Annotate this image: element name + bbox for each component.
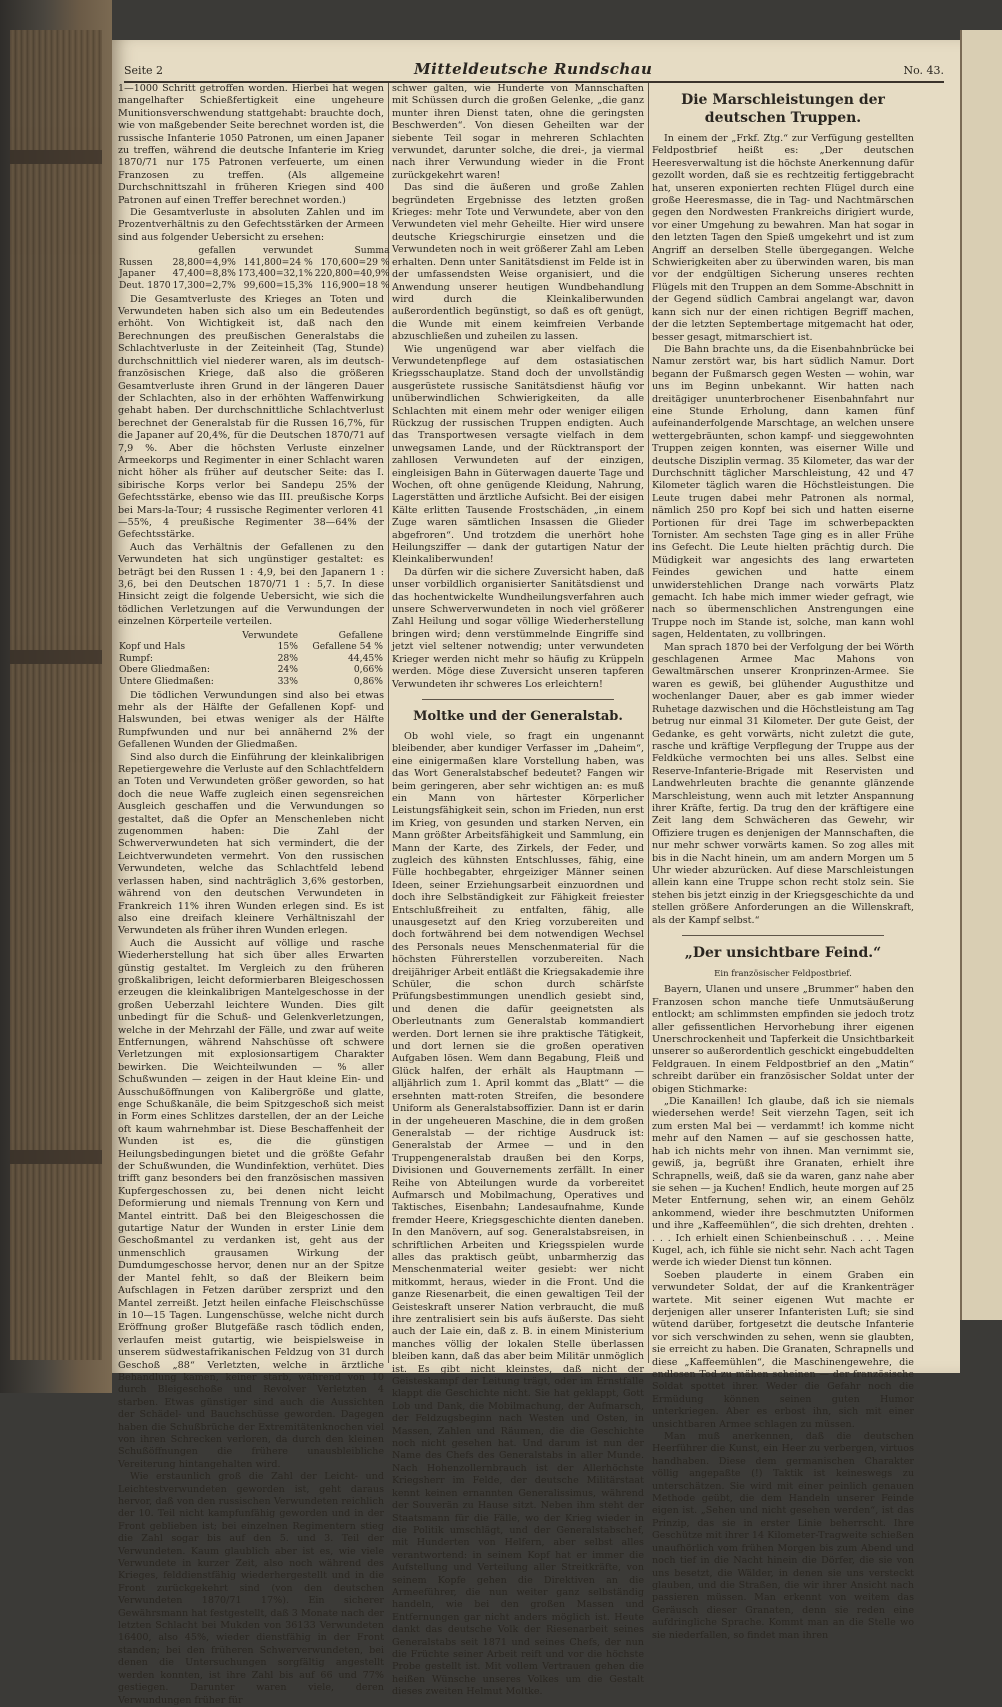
paragraph: Die tödlichen Verwundungen sind also bei etwas mehr als der Hälfte der Gefallenen Kopf- und Halswunden, bei etwas weniger als der Hälfte Rumpfwunden und nur bei annähernd 2% der Gefallenen Wunden der Gliedmaßen.	[118, 689, 384, 751]
page-number: Seite 2	[124, 64, 163, 77]
table-row	[118, 664, 384, 676]
paragraph: Sind also durch die Einführung der kleinkalibrigen Repetiergewehre die Verluste auf den Schlachtfeldern an Toten und Verwundeten größer geworden, so hat doch die neue Waffe zugleich einen segensreichen Ausgleich geschaffen und die Verwundungen so gestaltet, daß die Opfer an Menschenleben nicht zugenommen haben: Die Zahl der Schwerverwundeten hat sich vermindert, die der Leichtverwundeten vermehrt. Von den russischen Verwundeten, welche das Schlachtfeld lebend verlassen haben, sind nachträglich 3,6% gestorben, während von den deutschen Verwundeten in Frankreich 11% ihren Wunden erlegen sind. Es ist also eine dreifach kleinere Verhältniszahl der Verwundeten als früher ihren Wunden erlegen.	[118, 751, 384, 937]
paragraph: Die Bahn brachte uns, da die Eisenbahnbrücke bei Namur zerstört war, bis hart südlich Namur. Dort begann der Fußmarsch gegen Westen — wohin, war uns im Beginn unbekannt. Wir hatten nach dreitägiger ununterbrochener Eisenbahnfahrt nur eine Stunde Erholung, dann kamen fünf aufeinanderfolgende Marschtage, an welchen unsere wettergebräunten, schon kampf- und sieggewohnten Truppen zeigen konnten, was eiserner Wille und deutsche Disziplin vermag. 35 Kilometer, das war der Durchschnitt täglicher Marschleistung, 42 und 47 Kilometer täglich waren die Höchstleistungen. Die Leute trugen dabei mehr Patronen als normal, nämlich 250 pro Kopf bei sich und hatten eiserne Portionen für drei Tage im schwerbepackten Tornister. Am sechsten Tage ging es in aller Frühe ins Gefecht. Die Leute hielten prächtig durch. Die Müdigkeit war angesichts des lang erwarteten Feindes gewichen und hatte einem unwiderstehlichen Drange nach vorwärts Platz gemacht. Ich habe mich immer wieder gefragt, wie nach so übermenschlichen Anstrengungen eine Truppe noch im Stande ist, solche, man kann wohl sagen, Heldentaten, zu vollbringen.	[652, 343, 914, 641]
column-2	[392, 83, 644, 1698]
paragraph: Das sind die äußeren und große Zahlen begründeten Ergebnisse des letzten großen Krieges: mehr Tote und Verwundete, aber von den Verwundeten viel mehr Geheilte. Hier wird unsere deutsche Kriegschirurgie einsetzen und die Verwundeten noch in weit größerer Zahl am Leben erhalten. Denn unter Sanitätsdienst im Felde ist in der umfassendsten Weise organisiert, und die Anwendung unserer heutigen Wundbehandlung wird durch die Kleinkaliberwunden außerordentlich begünstigt, so daß es oft genügt, die Wunde mit einem keimfreien Verbande abzuschließen und zuheilen zu lassen.	[392, 182, 644, 343]
spine-band	[10, 150, 102, 164]
paragraph: Auch die Aussicht auf völlige und rasche Wiederherstellung hat sich über alles Erwarten günstig gestaltet. Im Vergleich zu den früheren großkalibrigen, leicht deformierbaren Bleigeschossen erzeugen die kleinkalibrigen Mantelgeschosse in der großen Ueberzahl leichtere Wunden. Dies gilt unbedingt für die Schuß- und Gelenkverletzungen, welche in der Mehrzahl der Fälle, und zwar auf weite Entfernungen, während Nahschüsse oft schwere Verletzungen mit explosionsartigem Charakter bewirken. Die Weichteilwunden — % aller Schußwunden — zeigen in der Haut kleine Ein- und Ausschußöffnungen von Kalibergröße und glatte, enge Schußkanäle, die beim Spitzgeschoß sich meist in Form eines Schlitzes darstellen, der an der Leiche oft kaum wahrnehmbar ist. Diese Beschaffenheit der Wunden ist es, die die günstigen Heilungsbedingungen bietet und die größte Gefahr der Schußwunden, die Wundinfektion, verhütet. Dies trifft ganz besonders bei den französischen massiven Kupfergeschossen zu, bei denen nicht leicht Deformierung und niemals Trennung von Kern und Mantel eintritt. Daß bei den Bleigeschossen die gutartige Natur der Wunden in erster Linie dem Geschoßmantel zu verdanken ist, geht aus der unmenschlich grausamen Wirkung der Dumdumgeschosse hervor, denen nur an der Spitze der Mantel fehlt, so daß der Bleikern beim Aufschlagen in Fetzen darüber zersprizt und den Mantel zerreißt. Jetzt heilen einfache Fleischschüsse in 10—15 Tagen. Lungenschüsse, welche nicht durch Eröffnung großer Blutgefäße rasch tödlich enden, verlaufen meist gutartig, wie beispielsweise in unserem südwestafrikanischen Feldzug von 31 durch Geschoß „88“ Verletzten, welche in ärztliche Behandlung kamen, keiner starb, während von 10 durch Bleigeschoße und Revolver Verletzten 4 starben. Etwas günstiger sind auch die Aussichten der Schädel- und Bauchschüsse geworden. Dagegen haben die Schußbrüche der Extremitätenknochen viel von ihren Schrecken verloren, da durch den kleinen Schußöffnungen die frühere unausbleibliche Vereiterung hintangehalten wird.	[118, 937, 384, 1470]
page-header	[124, 55, 944, 83]
table-cell: 17,300=2,7%	[172, 280, 236, 292]
article-heading-marschleistungen: Die Marschleistungen der deutschen Truppen.	[681, 92, 885, 126]
table-cell: 0,66%	[353, 664, 383, 676]
table-row	[118, 641, 384, 653]
table-cell: 170,600=29 %	[320, 256, 390, 268]
table-cell: 28,800=4,9%	[172, 256, 236, 268]
table-row	[118, 257, 391, 269]
table-cell: 33%	[277, 676, 298, 687]
table-row	[118, 268, 391, 280]
wound-table	[118, 630, 384, 688]
table-cell: 44,45%	[347, 652, 383, 664]
table-cell: 116,900=18 %	[320, 280, 390, 292]
table-header: Verwundete	[242, 629, 298, 641]
table-cell: Rumpf:	[119, 652, 153, 664]
paragraph: Auch das Verhältnis der Gefallenen zu den Verwundeten hat sich ungünstiger gestaltet: es beträgt bei den Russen 1 : 4,9, bei den Japanern 1 : 3,6, bei den Deutschen 1870/71 1 : 5,7. In diese Hinsicht zeigt die folgende Uebersicht, wie sich die tödlichen Verletzungen auf die Verwundungen der einzelnen Körperteile verteilen.	[118, 541, 384, 628]
table-cell: Obere Gliedmaßen:	[119, 664, 210, 676]
paragraph: In einem der „Frkf. Ztg.“ zur Verfügung gestellten Feldpostbrief heißt es: „Der deutschen Heeresverwaltung ist die höchste Anerkennung dafür gezollt worden, daß sie es rechtzeitig fertiggebracht hat, unseren exponierten rechten Flügel durch eine große Heeresmasse, die in Tag- und Nachtmärschen gegen den Nordwesten Frankreichs dirigiert wurde, vor einer Umgehung zu bewahren. Man hat sogar in den letzten Tagen den Spieß umgekehrt und ist zum Angriff an derselben Stelle übergegangen. Welche Schwierigkeiten aber zu überwinden waren, bis man vor der endgültigen Sicherung unseres rechten Flügels mit den Truppen an dem Somme-Abschnitt in der Gegend südlich Cambrai angelangt war, davon kann sich nur der einen richtigen Begriff machen, der die letzten Septembertage mitgemacht hat oder, besser gesagt, mitmarschiert ist.	[652, 133, 914, 343]
table-header: Summa	[354, 245, 390, 257]
table-row	[118, 676, 384, 688]
paragraph: Die Gesamtverluste des Krieges an Toten und Verwundeten haben sich also um ein Bedeutendes erhöht. Von Wichtigkeit ist, daß nach den Berechnungen des preußischen Generalstabs die Schlachtverluste in der Zeiteinheit (Tag, Stunde) durchschnittlich viel niederer waren, als im deutsch-französischen Kriege, daß also die größeren Gesamtverluste ihren Grund in der längeren Dauer der Schlachten, also in der erhöhten Waffenwirkung gehabt haben. Der durchschnittliche Schlachtverlust berechnet der Generalstab für die Russen 16,7%, für die Japaner auf 20,4%, für die Deutschen 1870/71 auf 7,9 %. Aber die höchsten Verluste einzelner Armeekorps und Regimenter in einer Schlacht waren nicht höher als früher auf deutscher Seite: das I. sibirische Korps verlor bei Sandepu 25% der Gefechtsstärke, ebenso wie das III. preußische Korps bei Mars-la-Tour; 4 russische Regimenter verloren 41—55%, 4 preußische Regimenter 38—64% der Gefechtsstärke.	[118, 293, 384, 541]
issue-number: No. 43.	[903, 64, 944, 77]
table-header: gefallen	[198, 245, 236, 257]
spine-band	[10, 1150, 102, 1164]
paragraph: Man muß anerkennen, daß die deutschen Heerführer die Kunst, ein Heer zu verbergen, virtuos handhaben. Diese dem germanischen Charakter völlig angepaßte (!) Taktik ist keineswegs zu unterschätzen. Sie wird mit einer peinlich genauen Methode geübt, die dem Handeln unserer Feinde eigen ist. „Sehen und nicht gesehen werden“, ist das Prinzip, das sie in erster Linie beherrscht. Ihre Geschütze mit ihrer 14 Kilometer-Tragweite schießen unaufhörlich vom frühen Morgen bis zum Abend und noch tief in die Nacht hinein die Dörfer, die sie von uns besetzt, die Wälder, in denen sie uns versteckt glauben, und die Straßen, die wir ihrer Ansicht nach passieren müssen. Man erkennt von weitem das Geräusch dieser Granaten, denn sie reden eine aufdringliche Sprache. Kommt man an die Stelle wo sie niederfallen, so findet man ihren	[652, 1431, 914, 1641]
table-cell: 0,86%	[353, 676, 383, 687]
table-row	[118, 280, 391, 292]
paragraph: Bayern, Ulanen und unsere „Brummer“ haben den Franzosen schon manche tiefe Unmutsäußerung entlockt; am schlimmsten empfinden sie jedoch trotz aller gefissentlichen Hervorhebung ihrer eigenen Unerschrockenheit und Tapferkeit die Unsichtbarkeit unserer so außerordentlich geschickt eingebuddelten Feldgrauen. In einem Feldpostbrief an den „Matin“ schreibt darüber ein französischer Soldat unter der obigen Stichmarke:	[652, 984, 914, 1095]
masthead-title: Mitteldeutsche Rundschau	[414, 60, 653, 78]
column-3	[652, 83, 914, 1641]
section-divider	[682, 935, 884, 936]
table-header-row	[118, 630, 384, 642]
loss-table	[118, 245, 391, 291]
paragraph: schwer galten, wie Hunderte von Mannschaften mit Schüssen durch die großen Gelenke, „die ganz munter ihren Dienst taten, ohne die geringsten Beschwerden“. Von diesen Geheilten war der siebente Teil sogar in mehreren Schlachten verwundet, darunter solche, die drei-, ja viermal nach ihrer Verwundung wieder in die Front zurückgekehrt waren!	[392, 83, 644, 181]
table-cell: 99,600=15,3%	[243, 280, 313, 292]
table-header-row	[118, 245, 391, 257]
table-header	[118, 630, 231, 642]
spine-band	[10, 650, 102, 664]
table-cell: Untere Gliedmaßen:	[119, 676, 214, 687]
paragraph: Wie ungenügend war aber vielfach die Verwundetenpflege auf dem ostasiatischen Kriegsschauplatze. Stand doch der unvollständig ausgerüstete russische Sanitätsdienst häufig vor unüberwindlichen Schwierigkeiten, da alle Schlachten mit einem mehr oder weniger eiligen Rückzug der russischen Truppen endigten. Auch das Transportwesen versagte vielfach in dem unwegsamen Lande, und der Rücktransport der zahllosen Verwundeten auf der einzigen, eingleisigen Bahn in Güterwagen dauerte Tage und Wochen, oft ohne genügende Kleidung, Nahrung, Lagerstätten und ärztliche Aufsicht. Bei der eisigen Kälte erlitten Tausende Frostschäden, „in einem Zuge waren sämtlichen Insassen die Glieder abgefroren“. Und trotzdem die unerhört hohe Heilungsziffer — dank der gutartigen Natur der Kleinkaliberwunden!	[392, 343, 644, 566]
article-heading-unsichtbare-feind: „Der unsichtbare Feind.“	[684, 945, 882, 961]
table-cell: 24%	[277, 664, 298, 676]
table-cell: Kopf und Hals	[119, 641, 186, 653]
paragraph: Ob wohl viele, so fragt ein ungenannt bleibender, aber kundiger Verfasser im „Daheim“, eine einigermaßen klare Vorstellung haben, was das Wort Generalstabschef bedeutet? Fangen wir beim geringeren, aber sehr wichtigen an: es muß ein Mann von härtester Körperlicher Leistungsfähigkeit sein, schon im Frieden, nun erst im Krieg, von gesunden und starken Nerven, ein Mann größter Arbeitsfähigkeit und Sammlung, ein Mann der Karte, des Zirkels, der Feder, und zugleich des kühnsten Entschlusses, fähig, eine Fülle hochbegabter, ehrgeiziger Männer seinen Ideen, seiner Erziehungsarbeit einzuordnen und doch ihre Selbständigkeit zur Fähigkeit freiester Entschlußfreiheit zu entfalten, fähig, alle unausgesetzt auf den Krieg vorzubereiten und doch fortwährend bei dem notwendigen Wechsel des Personals neues Menschenmaterial für die höchsten Führerstellen vorzubereiten. Nach dreijähriger Arbeit entläßt die Kriegsakademie ihre Schüler, die schon durch schärfste Prüfungsbestimmungen unendlich gesiebt sind, und denen die dafür geeignetsten als Oberleutnants zum Generalstab kommandiert werden. Dort lernen sie ihre praktische Tätigkeit, und dort lernen sie die großen operativen Aufgaben lösen. Wem dann Begabung, Fleiß und Glück halfen, der erhält als Hauptmann — alljährlich zum 1. April kommt das „Blatt“ — die ersehnten matt-roten Streifen, die besondere Uniform als Generalstabsoffizier. Dann ist er darin in der ungeheueren Maschine, die in dem großen Generalstab — der richtige Ausdruck ist: Generalstab der Armee — und in den Truppengeneralstab draußen bei den Korps, Divisionen und Gouvernements zerfällt. In einer Reihe von Abteilungen wurde da vorbereitet Aufmarsch und Mobilmachung, Operatives und Taktisches, Eisenbahn; Landesaufnahme, Kunde fremder Heere, Kriegsgeschichte dienten daneben. In den Manövern, auf sog. Generalstabsreisen, in schriftlichen Arbeiten und Kriegsspielen wurde alles das praktisch geübt, unbarmherzig das Menschenmaterial weiter gesiebt: wer nicht mitkommt, heraus, wieder in die Front. Und die ganze Riesenarbeit, die einen gewaltigen Teil der Geisteskraft unserer Nation verbraucht, die muß ihre zentralisiert sein bis aufs äußerste. Das sieht auch der Laie ein, daß z. B. in einem Ministerium manches völlig der lokalen Stelle überlassen bleiben kann, daß das aber beim Militär unmöglich ist. Es gibt nicht kleinstes, daß nicht der Geisteskampf der Leitung trägt, oder im Ernstfalle klappt die Geschichte nicht. Sie hat geklappt, Gott Lob und Dank, die Mobilmachung, der Aufmarsch, der Feldzugsbeginn nach Westen und Osten, in Massen, Zahlen und Räumen, die die Geschichte noch nicht gesehen hat. Und darum ist nun der Name des Chefs des Generalstabs in aller Munde. Nach Hohenzollernbrauch ist der Allerhöchste Kriegsherr im Felde, der deutsche Militärstaat kennt keinen ernannten Generalissimus, während der Souverän zu Hause sitzt. Neben ihm steht der Staatsmann für die Fälle, wo der Krieg wieder in die Politik umschlägt, und der Generalstabschef, mit Hunderten von Helfern, aber selbst alles verantwortend: in seinem Kopf hat er immer die Aufstellung und Verteilung aller Streitkräfte, von seinem Kopfe gehen die Direktiven an die Armeeführer, die nun weiter ganz selbständig handeln, wie bei den großen Massen und Entfernungen gar nicht anders möglich ist. Heute dankt das deutsche Volk der Riesenarbeit seines Generalstabs seit 1871 und seines Chefs, der nun die Früchte seiner Arbeit reift und vor die höchste Probe gestellt ist. Mit vollem Vertrauen gehen die heißen Wünsche unseres Volkes um die Gestalt dieses zweiten Helmut Moltke.	[392, 730, 644, 1698]
table-cell: Russen	[119, 256, 153, 268]
paragraph: Die Gesamtverluste in absoluten Zahlen und im Prozentverhältnis zu den Gefechtsstärken der Armeen sind aus folgender Uebersicht zu ersehen:	[118, 207, 384, 243]
table-cell: 47,400=8,8%	[172, 268, 236, 280]
table-cell: 28%	[277, 652, 298, 664]
table-cell: 141,800=24 %	[243, 256, 313, 268]
facing-page-edge	[960, 30, 1002, 1320]
table-header: Gefallene	[338, 629, 383, 641]
article-subheading: Ein französischer Feldpostbrief.	[714, 969, 852, 979]
table-cell: Japaner	[119, 268, 156, 280]
table-cell: 173,400=32,1%	[237, 268, 313, 280]
column-1	[118, 83, 390, 1706]
article-heading-moltke: Moltke und der Generalstab.	[413, 708, 623, 724]
table-cell: Deut. 1870	[119, 280, 171, 292]
table-cell: 15%	[277, 641, 298, 653]
table-row	[118, 653, 384, 665]
paragraph: 1—1000 Schritt getroffen worden. Hierbei hat wegen mangelhafter Schießfertigkeit eine ungeheure Munitionsverschwendung stattgehabt: brauchte doch, wie von maßgebender Seite berechnet worden ist, die russische Infanterie 1050 Patronen, um einen Japaner zu treffen, während die deutsche Infanterie im Krieg 1870/71 nur 175 Patronen verfeuerte, um einen Franzosen zu treffen. (Als allgemeine Durchschnittszahl in früheren Kriegen sind 400 Patronen auf einen Treffer berechnet worden.)	[118, 83, 384, 206]
paragraph: Soeben plauderte in einem Graben ein verwundeter Soldat, der auf die Krankenträger wartete. Mit seiner eigenen Wut machte er derjenigen aller unserer Infanteristen Luft; sie sind wütend darüber, fortgesetzt die deutsche Infanterie vor sich verschwinden zu sehen, wenn sie glaubten, sie erreicht zu haben. Die Granaten, Schrapnells und diese „Kaffeemühlen“, die Maschinengewehre, die endlosen Tod zu mähen scheinen — der französische Soldat spottet ihrer. Weder die Gefahr noch die Ermüdung können seinen guten Humor unterkriegen. Aber es erbost ihn, sich mit einer unsichtbaren Armee schlagen zu müssen.	[652, 1269, 914, 1430]
column-rule	[648, 83, 649, 1363]
paragraph: „Die Kanaillen! Ich glaube, daß ich sie niemals wiedersehen werde! Seit vierzehn Tagen, seit ich zum ersten Mal bei — verdammt! ich komme nicht mehr auf den Namen — auf sie geschossen hatte, hab ich nichts mehr von ihnen. Man vernimmt sie, gewiß, ja, begrüßt ihre Granaten, erhielt ihre Schrapnells, weiß, daß sie da waren, ganz nahe aber sie sehen — ja Kuchen! Endlich, heute morgen auf 25 Meter Entfernung, sehen wir, an einem Gehölz ankommend, wieder ihre beschmutzten Uniformen und ihre „Kaffeemühlen“, die sich drehten, drehten . . . . Ich erhielt einen Schienbeinschuß . . . . Meine Kugel, ach, ich fühle sie nicht sehr. Nach acht Tagen werde ich wieder Dienst tun können.	[652, 1096, 914, 1269]
table-header: verwundet	[262, 245, 313, 257]
paragraph: Wie erstaunlich groß die Zahl der Leicht- und Leichtestverwundeten geworden ist, geht daraus hervor, daß von den russischen Verwundeten reichlich der 10. Teil nicht kampfunfähig geworden und in der Front geblieben ist; bei einzelnen Regimentern stieg die Zahl sogar bis auf den 5. und 3. Teil der Verwundeten. Kaum glaublich aber ist es, wie viele Verwundete in kurzer Zeit, also noch während des Krieges, felddienstfähig wiederhergestellt und in die Front zurückgekehrt sind (von den deutschen Verwundeten 1870/71 17%). Ein sicherer Gewährsmann hat festgestellt, daß 3 Monate nach der letzten Schlacht bei Mukden von 36133 Verwundeten 16400, also 45%, wieder dienstfähig in der Front standen; bei den früheren Schwerverwundeten, bei denen die Untersuchungen sorgfältig angestellt werden konnten, ist ihre Zahl bis auf 66 und 77% gestiegen. Darunter waren viele, deren Verwundungen früher für	[118, 1471, 384, 1706]
paragraph: Da dürfen wir die sichere Zuversicht haben, daß unser vorbildlich organisierter Sanitätsdienst und das hochentwickelte Wundheilungsverfahren auch unsere Schwerverwundeten in noch viel größerer Zahl Heilung und sogar völlige Wiederherstellung bringen wird; denn verstümmelnde Eingriffe sind jetzt viel seltener notwendig; unter verwundeten Krieger werden nicht mehr so häufig zu Krüppeln werden. Möge diese Zuversicht unseren tapferen Verwundeten ihr schweres Los erleichtern!	[392, 566, 644, 690]
section-divider	[422, 699, 614, 700]
book-spine	[10, 30, 102, 1360]
book-edge	[0, 0, 112, 1393]
paragraph: Man sprach 1870 bei der Verfolgung der bei Wörth geschlagenen Armee Mac Mahons von Gewaltmärschen unserer Kronprinzen-Armee. Sie waren es gewiß, bei glühender Augusthitze und wochenlanger Dauer, aber es gab immer wieder Ruhetage dazwischen und die Höchstleistung am Tag betrug nur einmal 31 Kilometer. Der gute Geist, der Gedanke, es geht vorwärts, nicht zuletzt die gute, rasche und kräftige Verpflegung der Truppe aus der Feldküche vermochten bei uns alles. Selbst eine Reserve-Infanterie-Brigade mit Reservisten und Landwehrleuten brachte die genannte glänzende Marschleistung, wenn auch mit letzter Anspannung ihrer Kräfte, fertig. Da trug den der kräftigere eine Zeit lang dem Schwächeren das Gewehr, wir Offiziere trugen es denjenigen der Mannschaften, die nur mehr schwer vorwärts kamen. So zog alles mit bis in die Nacht hinein, um am andern Morgen um 5 Uhr wieder abzurücken. Auf diese Marschleistungen allein kann eine Truppe schon recht stolz sein. Sie stehen bis jetzt einzig in der Kriegsgeschichte da und stellen größere Anforderungen an die Willenskraft, als der Kampf selbst.“	[652, 641, 914, 926]
table-cell: 220,800=40,9%	[314, 268, 390, 280]
table-cell: Gefallene 54 %	[312, 641, 383, 653]
